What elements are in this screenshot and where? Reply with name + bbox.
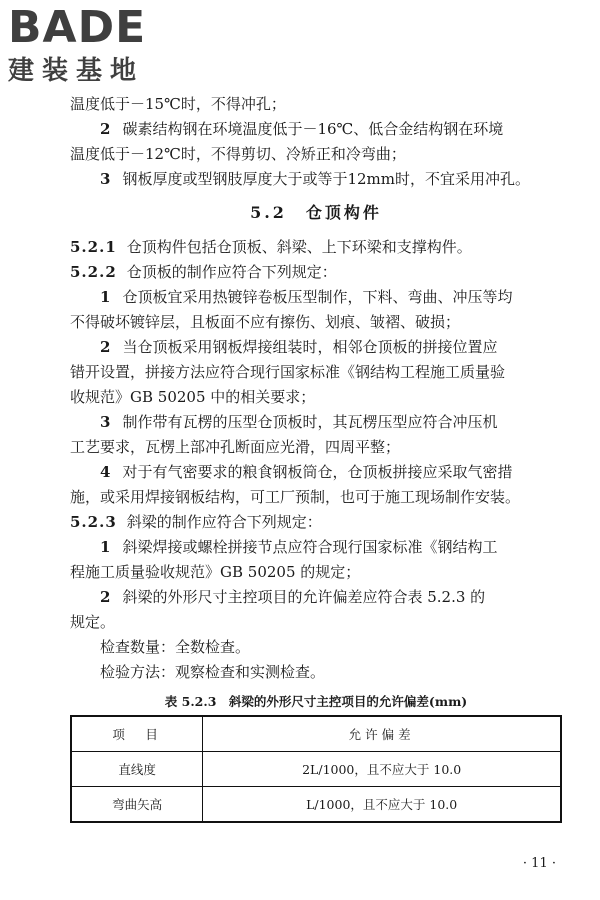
item-number: 1 xyxy=(100,538,111,556)
list-item xyxy=(70,335,562,360)
table-cell: 弯曲矢高 xyxy=(71,787,203,823)
deviation-table xyxy=(70,715,562,823)
list-item xyxy=(70,535,562,560)
text-line: 规定。 xyxy=(70,613,116,631)
item-number: 3 xyxy=(100,413,111,431)
table-cell: 2L/1000，且不应大于 10.0 xyxy=(203,752,561,787)
table-cell: L/1000，且不应大于 10.0 xyxy=(203,787,561,823)
table-row xyxy=(71,787,561,823)
item-text: 斜梁的外形尺寸主控项目的允许偏差应符合表 5.2.3 的 xyxy=(122,588,486,606)
column-header-item: 项 目 xyxy=(71,716,203,752)
list-item xyxy=(70,117,562,142)
item-text: 当仓顶板采用钢板焊接组装时，相邻仓顶板的拼接位置应 xyxy=(122,338,498,356)
item-text: 斜梁焊接或螺栓拼接节点应符合现行国家标准《钢结构工 xyxy=(122,538,498,556)
logo-wordmark: BADE xyxy=(8,2,147,53)
clause-number: 5.2.3 xyxy=(70,513,117,531)
section-heading xyxy=(70,200,562,225)
text-line: 程施工质量验收规范》GB 50205 的规定； xyxy=(70,563,361,581)
item-number: 2 xyxy=(100,588,111,606)
item-text: 仓顶板宜采用热镀锌卷板压型制作，下料、弯曲、冲压等均 xyxy=(122,288,513,306)
column-header-deviation: 允许偏差 xyxy=(203,716,561,752)
item-number: 2 xyxy=(100,120,111,138)
list-item xyxy=(70,285,562,310)
item-number: 2 xyxy=(100,338,111,356)
item-number: 3 xyxy=(100,170,111,188)
item-text: 对于有气密要求的粮食钢板筒仓，仓顶板拼接应采取气密措 xyxy=(122,463,513,481)
text-line: 收规范》GB 50205 中的相关要求； xyxy=(70,388,316,406)
list-item xyxy=(70,167,562,192)
document-page xyxy=(70,92,562,823)
section-number: 5.2 xyxy=(250,203,287,222)
check-method: 检验方法：观察检查和实测检查。 xyxy=(100,663,326,681)
item-text: 钢板厚度或型钢肢厚度大于或等于12mm时，不宜采用冲孔。 xyxy=(122,170,530,188)
page-number: · 11 · xyxy=(522,856,556,871)
clause-text: 斜梁的制作应符合下列规定： xyxy=(126,513,322,531)
table-caption: 表 5.2.3 斜梁的外形尺寸主控项目的允许偏差(mm) xyxy=(164,694,468,709)
logo-subtitle: 建装基地 xyxy=(8,56,145,86)
item-number: 4 xyxy=(100,463,111,481)
clause-text: 仓顶构件包括仓顶板、斜梁、上下环梁和支撑构件。 xyxy=(126,238,472,256)
list-item xyxy=(70,585,562,610)
clause-number: 5.2.2 xyxy=(70,263,117,281)
site-logo xyxy=(8,4,178,90)
table-cell: 直线度 xyxy=(71,752,203,787)
list-item xyxy=(70,460,562,485)
clause xyxy=(70,260,562,285)
item-text: 碳素结构钢在环境温度低于－16℃、低合金结构钢在环境 xyxy=(122,120,504,138)
clause xyxy=(70,235,562,260)
text-line: 施，或采用焊接钢板结构，可工厂预制，也可于施工现场制作安装。 xyxy=(70,488,521,506)
clause-text: 仓顶板的制作应符合下列规定： xyxy=(126,263,337,281)
text-line: 错开设置，拼接方法应符合现行国家标准《钢结构工程施工质量验 xyxy=(70,363,506,381)
item-text: 制作带有瓦楞的压型仓顶板时，其瓦楞压型应符合冲压机 xyxy=(122,413,498,431)
table-row xyxy=(71,752,561,787)
text-line: 工艺要求，瓦楞上部冲孔断面应光滑，四周平整； xyxy=(70,438,401,456)
item-number: 1 xyxy=(100,288,111,306)
clause xyxy=(70,510,562,535)
section-title: 仓顶构件 xyxy=(305,203,382,222)
text-line: 温度低于－12℃时，不得剪切、冷矫正和冷弯曲； xyxy=(70,145,406,163)
text-line: 不得破坏镀锌层，且板面不应有擦伤、划痕、皱褶、破损； xyxy=(70,313,461,331)
clause-number: 5.2.1 xyxy=(70,238,117,256)
table-header-row xyxy=(71,716,561,752)
check-quantity: 检查数量：全数检查。 xyxy=(100,638,251,656)
list-item xyxy=(70,410,562,435)
text-line: 温度低于－15℃时，不得冲孔； xyxy=(70,95,286,113)
